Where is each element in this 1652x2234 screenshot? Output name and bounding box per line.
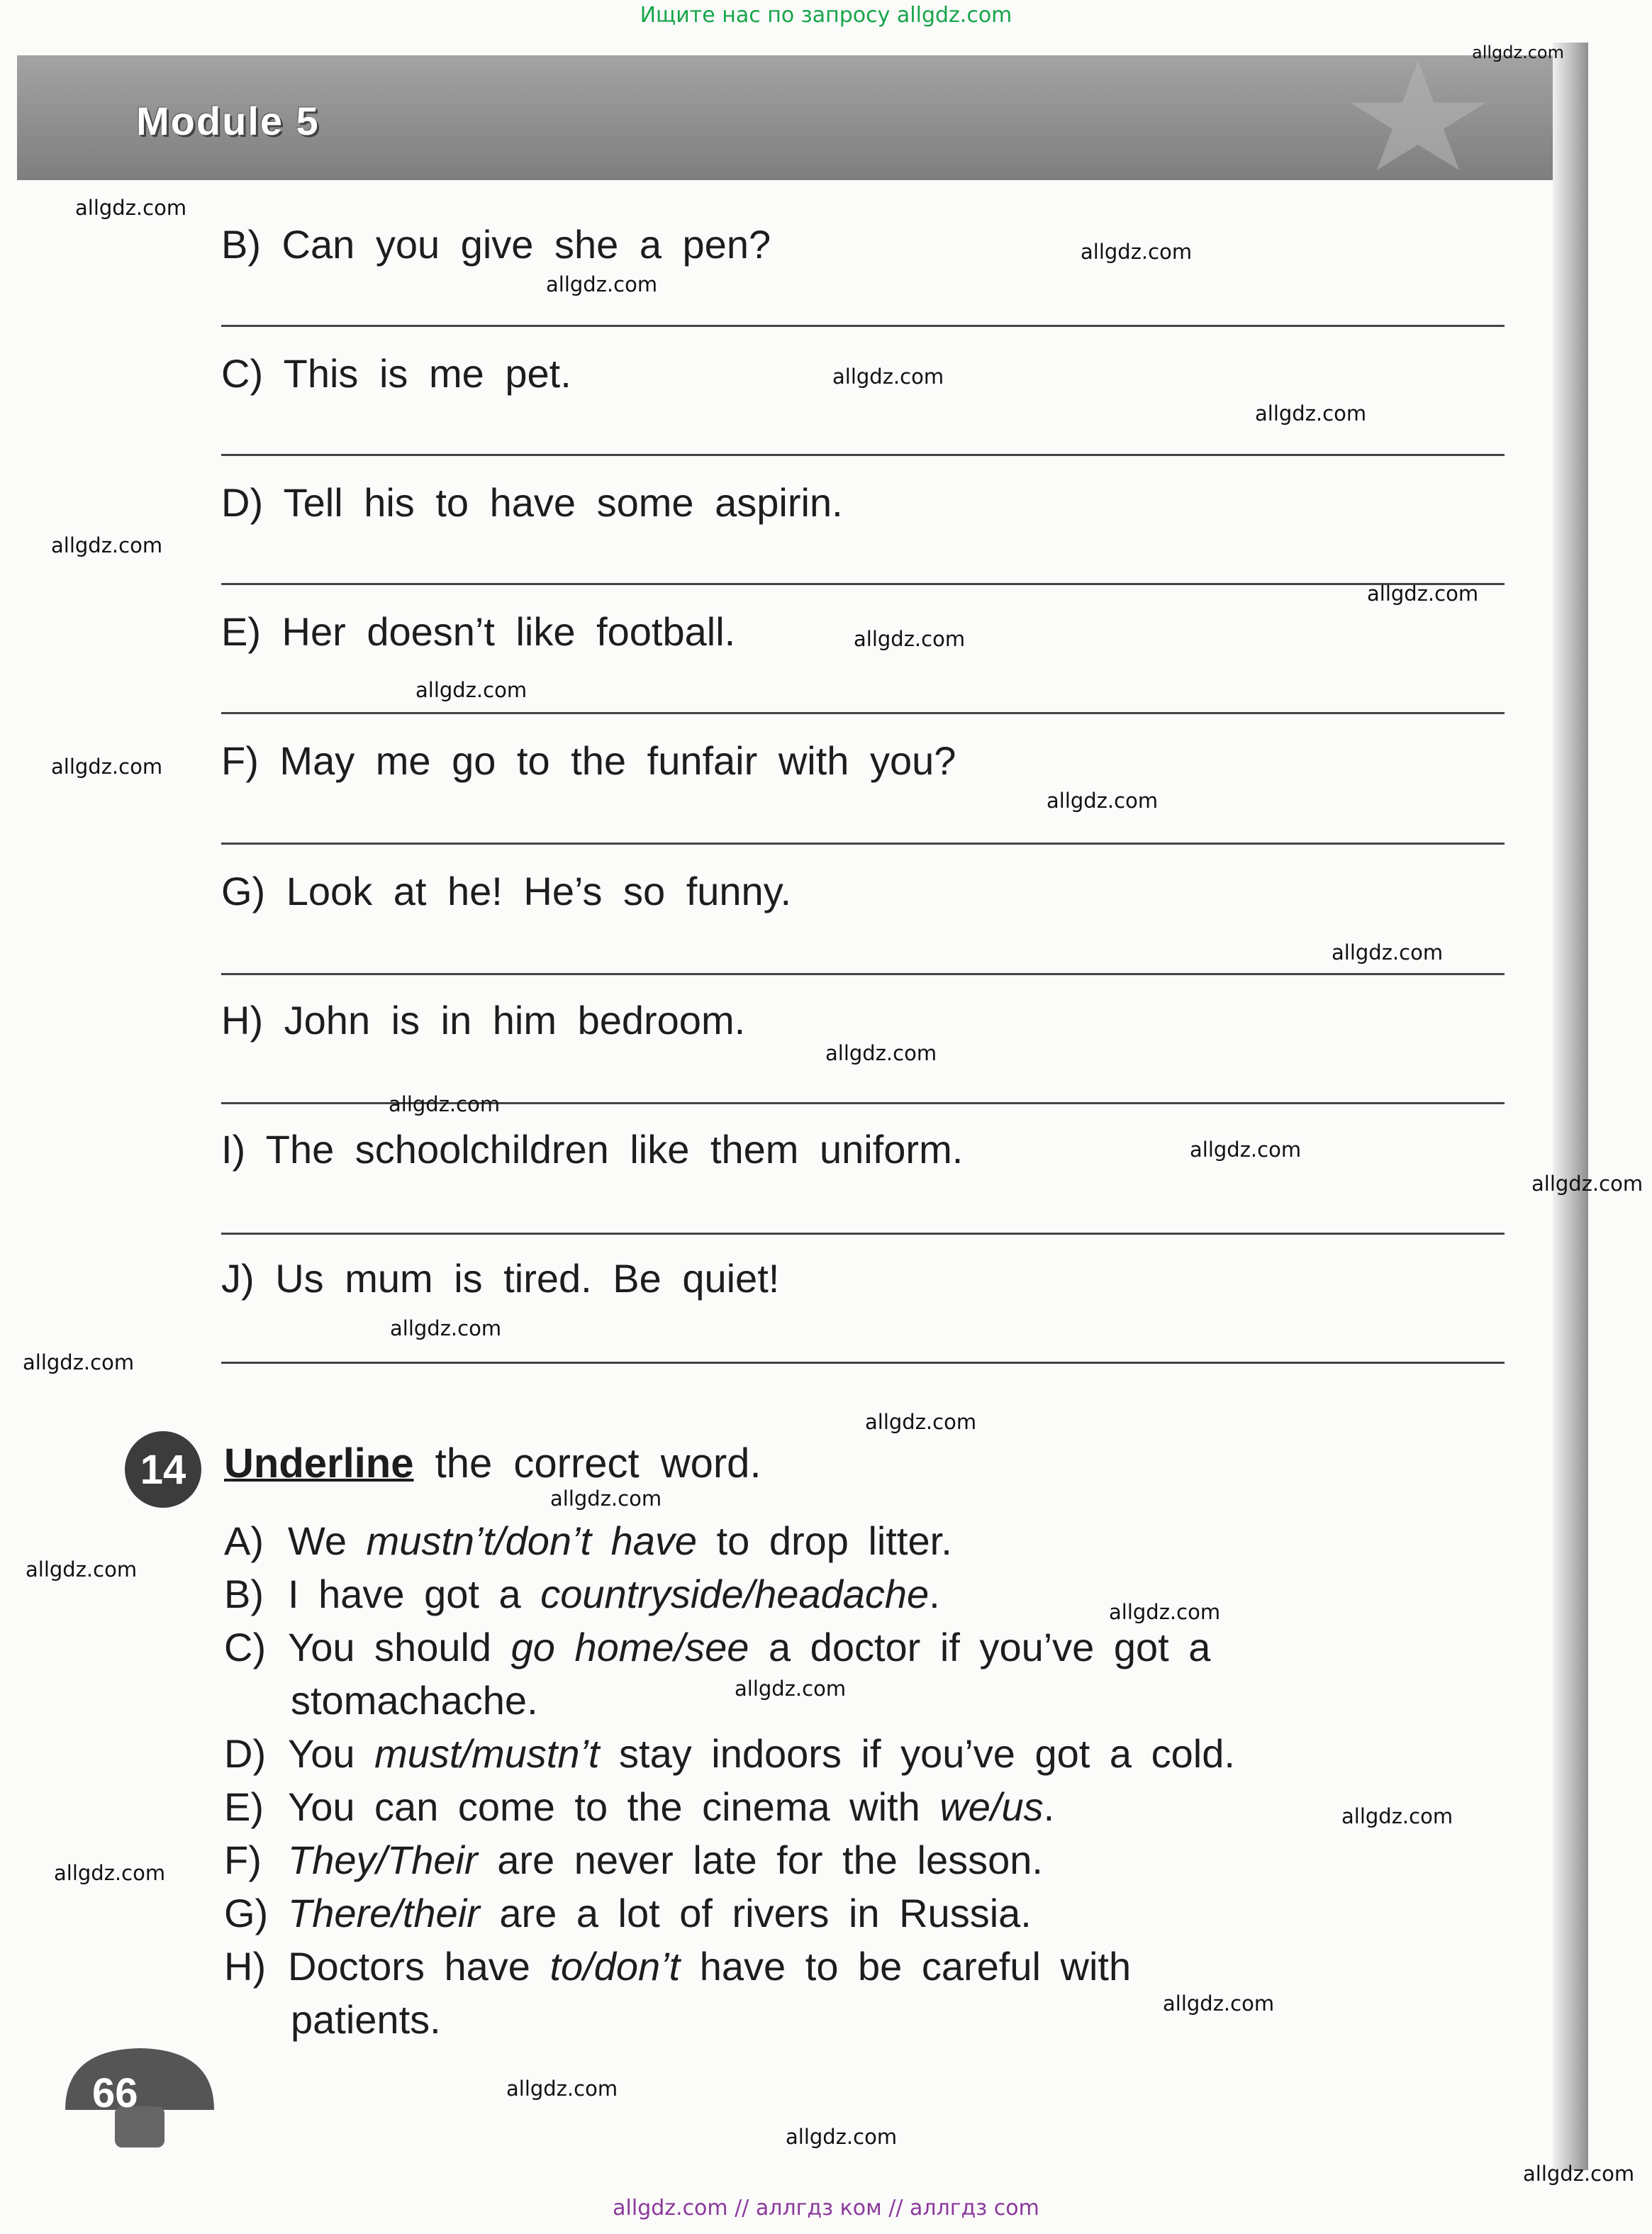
exercise-number-badge: 14 xyxy=(125,1431,201,1508)
watermark[interactable]: allgdz.com xyxy=(1523,2162,1635,2186)
watermark[interactable]: allgdz.com xyxy=(506,2077,618,2101)
watermark[interactable]: allgdz.com xyxy=(51,755,163,779)
item-text: You should xyxy=(288,1625,511,1669)
watermark[interactable]: allgdz.com xyxy=(550,1486,662,1511)
item-text: You xyxy=(288,1731,375,1776)
watermark[interactable]: allgdz.com xyxy=(1163,1991,1275,2016)
item-text: patients. xyxy=(291,1997,441,2042)
sentence-j: J) Us mum is tired. Be quiet! xyxy=(221,1256,780,1301)
word-choice[interactable]: must/mustn’t xyxy=(374,1731,600,1776)
item-letter: B) xyxy=(224,1572,264,1616)
answer-line[interactable] xyxy=(221,712,1505,714)
sentence-d: D) Tell his to have some aspirin. xyxy=(221,480,843,525)
watermark[interactable]: allgdz.com xyxy=(1255,401,1367,426)
watermark[interactable]: allgdz.com xyxy=(1081,240,1193,264)
watermark[interactable]: allgdz.com xyxy=(832,365,944,389)
sentence-e: E) Her doesn’t like football. xyxy=(221,609,736,654)
watermark[interactable]: allgdz.com xyxy=(546,272,658,296)
answer-line[interactable] xyxy=(221,973,1505,975)
list-item xyxy=(224,1727,1507,1781)
item-text: a doctor if you’ve got a xyxy=(749,1625,1211,1669)
watermark[interactable]: allgdz.com xyxy=(865,1410,977,1434)
watermark[interactable]: allgdz.com xyxy=(786,2125,898,2149)
item-text: I have got a xyxy=(288,1572,541,1616)
watermark[interactable]: allgdz.com xyxy=(26,1557,138,1582)
watermark[interactable]: allgdz.com xyxy=(51,533,163,557)
item-letter: C) xyxy=(224,1625,267,1669)
item-letter: D) xyxy=(224,1731,267,1776)
item-text: have to be careful with xyxy=(680,1944,1132,1989)
item-letter: G) xyxy=(224,1891,269,1935)
watermark[interactable]: allgdz.com xyxy=(389,1092,501,1116)
watermark[interactable]: allgdz.com xyxy=(1341,1804,1453,1828)
item-text: stay indoors if you’ve got a cold. xyxy=(599,1731,1235,1776)
word-choice[interactable]: go home/see xyxy=(510,1625,749,1669)
watermark[interactable]: allgdz.com xyxy=(1531,1172,1643,1196)
item-text: . xyxy=(929,1572,940,1616)
item-letter: E) xyxy=(224,1784,264,1829)
list-item-continuation xyxy=(224,1993,1507,2047)
sentence-f: F) May me go to the funfair with you? xyxy=(221,738,956,783)
answer-line[interactable] xyxy=(221,1362,1505,1364)
watermark[interactable]: allgdz.com xyxy=(1367,582,1479,606)
watermark[interactable]: allgdz.com xyxy=(1190,1138,1302,1162)
answer-line[interactable] xyxy=(221,325,1505,327)
watermark[interactable]: allgdz.com xyxy=(1472,43,1564,62)
list-item xyxy=(224,1833,1507,1887)
item-text: We xyxy=(288,1518,367,1563)
watermark[interactable]: allgdz.com xyxy=(23,1350,135,1374)
item-text: to drop litter. xyxy=(697,1518,952,1563)
watermark[interactable]: allgdz.com xyxy=(735,1677,847,1701)
item-text: Doctors have xyxy=(288,1944,550,1989)
list-item xyxy=(224,1886,1507,1940)
watermark[interactable]: allgdz.com xyxy=(415,678,528,702)
item-text: . xyxy=(1043,1784,1055,1829)
bottom-links-banner[interactable]: allgdz.com // аллгдз ком // аллгдз com xyxy=(613,2196,1039,2221)
answer-line[interactable] xyxy=(221,454,1505,456)
item-text: You can come to the cinema with xyxy=(288,1784,940,1829)
item-letter: F) xyxy=(224,1838,262,1882)
list-item xyxy=(224,1940,1507,1994)
exercise-14-title xyxy=(224,1440,761,1487)
page-binding-shadow xyxy=(1553,43,1588,2170)
instruction-keyword: Underline xyxy=(224,1440,414,1486)
word-choice[interactable]: There/their xyxy=(288,1891,480,1935)
module-title: Module 5 xyxy=(136,99,320,143)
answer-line[interactable] xyxy=(221,1233,1505,1235)
list-item xyxy=(224,1514,1507,1568)
item-text: stomachache. xyxy=(291,1678,538,1723)
watermark[interactable]: allgdz.com xyxy=(825,1041,937,1065)
sentence-h: H) John is in him bedroom. xyxy=(221,998,746,1043)
mushroom-page-icon xyxy=(58,2043,221,2149)
page-number: 66 xyxy=(92,2070,138,2116)
list-item xyxy=(224,1780,1507,1834)
item-text: are a lot of rivers in Russia. xyxy=(479,1891,1032,1935)
word-choice[interactable]: mustn’t/don’t have xyxy=(366,1518,698,1563)
sentence-i: I) The schoolchildren like them uniform. xyxy=(221,1127,964,1172)
word-choice[interactable]: to/don’t xyxy=(549,1944,681,1989)
list-item-continuation xyxy=(224,1674,1507,1728)
word-choice[interactable]: countryside/headache xyxy=(540,1572,930,1616)
word-choice[interactable]: They/Their xyxy=(288,1838,478,1882)
item-letter: A) xyxy=(224,1518,264,1563)
sentence-c: C) This is me pet. xyxy=(221,351,571,396)
sentence-g: G) Look at he! He’s so funny. xyxy=(221,869,792,913)
watermark[interactable]: allgdz.com xyxy=(75,196,187,220)
watermark[interactable]: allgdz.com xyxy=(54,1861,166,1885)
watermark[interactable]: allgdz.com xyxy=(1109,1600,1221,1624)
top-search-banner[interactable]: Ищите нас по запросу allgdz.com xyxy=(640,3,1012,28)
item-text: are never late for the lesson. xyxy=(477,1838,1043,1882)
watermark[interactable]: allgdz.com xyxy=(854,627,966,651)
word-choice[interactable]: we/us xyxy=(939,1784,1044,1829)
watermark[interactable]: allgdz.com xyxy=(1047,789,1159,813)
list-item xyxy=(224,1621,1507,1674)
answer-line[interactable] xyxy=(221,583,1505,585)
watermark[interactable]: allgdz.com xyxy=(1332,940,1444,965)
instruction-text: the correct word. xyxy=(413,1440,761,1486)
watermark[interactable]: allgdz.com xyxy=(390,1316,502,1340)
item-letter: H) xyxy=(224,1944,267,1989)
list-item xyxy=(224,1567,1507,1621)
sentence-b: B) Can you give she a pen? xyxy=(221,222,771,267)
answer-line[interactable] xyxy=(221,843,1505,845)
